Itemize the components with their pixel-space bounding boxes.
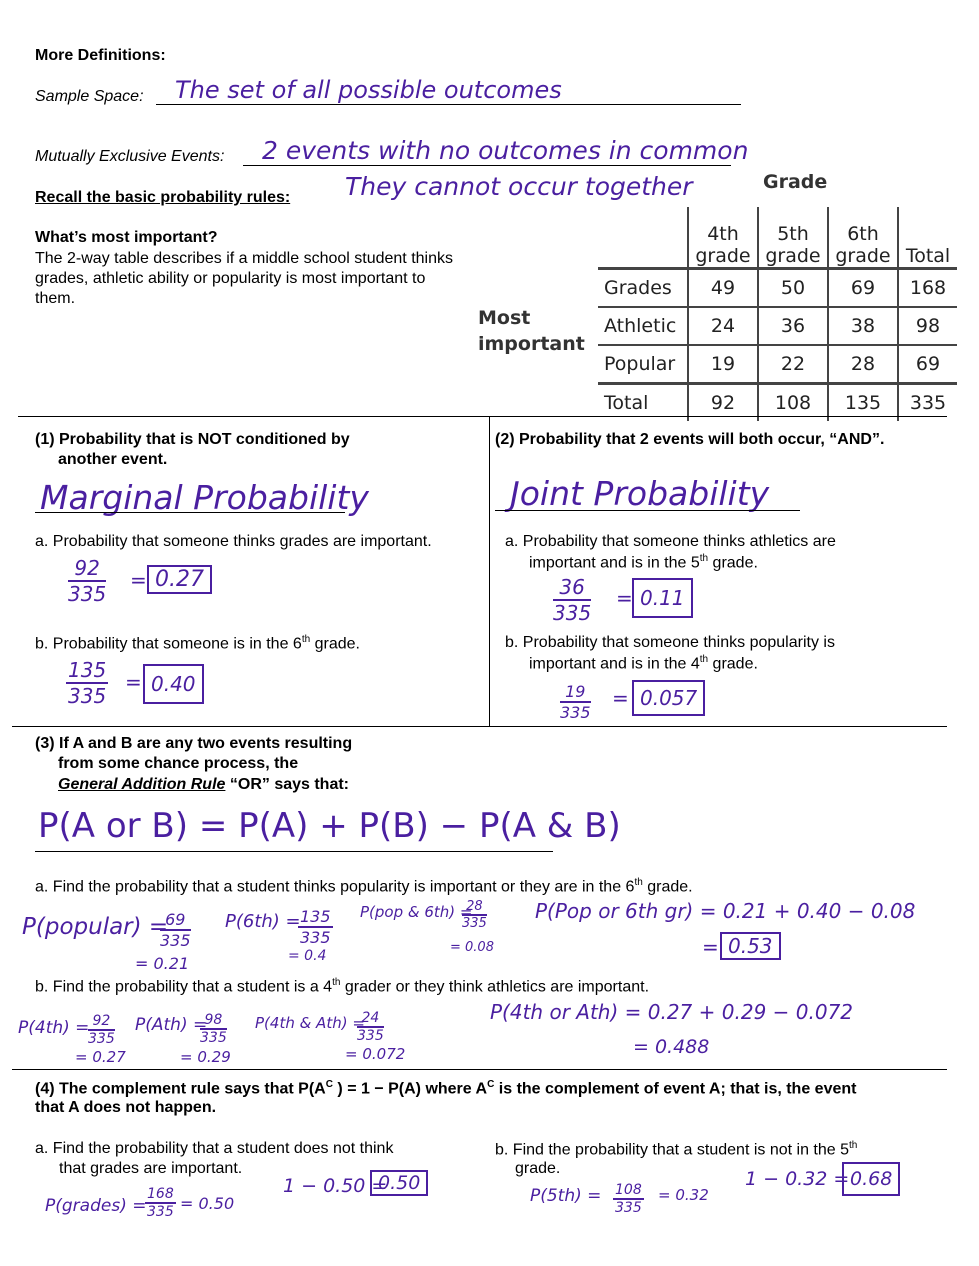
mutually-exclusive-blank [243, 165, 731, 166]
section3-qa-w2-fraction [298, 907, 333, 947]
table-cell: 24 [688, 307, 758, 345]
section3-qb: b. Find the probability that a student is a 4th grader or they think athletics are important. [35, 977, 650, 996]
fraction-denominator: 335 [160, 931, 191, 950]
fraction-denominator: 335 [147, 1204, 174, 1220]
section4-qb-w-fraction [613, 1182, 644, 1216]
general-addition-rule: General Addition Rule [58, 776, 226, 793]
section2-qa-equals: = [616, 586, 633, 610]
section4-qa-answer: 0.50 [370, 1170, 428, 1196]
section3-qa-w1-result: = 0.21 [135, 954, 190, 973]
fraction-denominator: 335 [68, 582, 107, 606]
fraction-denominator: 335 [560, 703, 591, 722]
section4-title-1: (4) The complement rule says that $P(A^C$ ) = 1 − P(A) where $A^C$ is the complement of event A; that is, the event [35, 1079, 857, 1098]
table-cell: 135 [828, 384, 898, 422]
table-col-header: Total [905, 245, 951, 267]
section2-qb-answer: 0.057 [632, 680, 705, 716]
fraction-numerator: 135 [68, 658, 107, 682]
section4-qa-1: a. Find the probability that a student does not think [35, 1140, 394, 1157]
section2-qb-1: b. Probability that someone thinks popularity is [505, 634, 835, 651]
table-row-label: Total [598, 384, 688, 422]
mutually-exclusive-answer-2: They cannot occur together [345, 172, 693, 201]
fraction-denominator: 335 [357, 1028, 384, 1044]
section3-formula: P(A or B) = P(A) + P(B) − P(A & B) [38, 806, 621, 846]
section3-qb-w3-fraction [357, 1010, 384, 1044]
section3-qa-w3-fraction [462, 899, 487, 931]
section3-qa-w1-fraction [160, 910, 191, 950]
section1-answer: Marginal Probability [40, 478, 369, 517]
section4-qa-w-result: = 0.50 [180, 1194, 235, 1213]
fraction-denominator: 335 [615, 1200, 642, 1216]
section2-title: (2) Probability that 2 events will both occur, “AND”. [495, 431, 885, 448]
section2-blank [495, 510, 800, 511]
section3-qb-w2-result: = 0.29 [180, 1048, 231, 1066]
table-header-row [598, 207, 957, 269]
table-cell: 69 [828, 269, 898, 308]
table-row-label: Grades [598, 269, 688, 308]
table-row-label: Popular [598, 345, 688, 384]
section3-qb-w2-label: P(Ath) = [135, 1015, 208, 1035]
fraction-denominator: 335 [88, 1031, 115, 1047]
section3-qa: a. Find the probability that a student thinks popularity is important or they are in the 6th grade. [35, 877, 693, 896]
section3-qa-w1-label: P(popular) = [22, 914, 169, 940]
table-row-axis-line1: Most [478, 307, 531, 329]
table-row-axis-label [478, 305, 585, 357]
mutually-exclusive-answer-1: 2 events with no outcomes in common [262, 136, 749, 165]
divider-middle [12, 726, 947, 727]
section3-qa-w3-label: P(pop & 6th) = [360, 903, 473, 921]
section4-qb-answer: 0.68 [842, 1162, 900, 1196]
table-cell: 50 [758, 269, 828, 308]
fraction-denominator: 335 [200, 1030, 227, 1046]
table-cell: 98 [898, 307, 957, 345]
table-col-header: 5th grade [758, 207, 828, 269]
table-cell: 69 [898, 345, 957, 384]
section1-qb-equals: = [125, 670, 142, 694]
section4-qb-w-label: P(5th) = [530, 1186, 602, 1206]
table-row [598, 269, 957, 308]
section2-qb-equals: = [612, 686, 629, 710]
fraction-numerator: 69 [160, 910, 191, 931]
section2-qa-2: important and is in the 5th grade. [529, 553, 758, 572]
page-heading: More Definitions: [35, 47, 166, 64]
section3-blank [35, 851, 553, 852]
table-header-empty [598, 207, 688, 269]
important-title: What’s most important? [35, 229, 218, 246]
section2-qa-fraction [553, 575, 591, 625]
table-row [598, 307, 957, 345]
fraction-numerator: 92 [88, 1013, 115, 1031]
section3-qb-w1-label: P(4th) = [18, 1018, 90, 1038]
table-cell: 108 [758, 384, 828, 422]
section2-qa-answer: 0.11 [632, 578, 693, 618]
section1-qa-fraction [68, 556, 106, 606]
fraction-numerator: 98 [200, 1012, 227, 1030]
section4-qb-2: grade. [515, 1160, 561, 1177]
fraction-numerator: 24 [357, 1010, 384, 1028]
section4-qa-2: that grades are important. [59, 1160, 243, 1177]
table-row-label: Athletic [598, 307, 688, 345]
section4-qb-w-result: = 0.32 [658, 1186, 709, 1204]
fraction-numerator: 168 [147, 1186, 174, 1202]
section3-qa-w3-result: = 0.08 [450, 940, 494, 955]
section3-title-2: from some chance process, the [58, 755, 299, 772]
section4-qa-calc: 1 − 0.50 = [283, 1175, 388, 1197]
table-row-axis-line2: important [478, 333, 585, 355]
section3-qa-w2-label: P(6th) = [225, 911, 301, 932]
section3-title-1: (3) If A and B are any two events resulting [35, 735, 353, 752]
section4-qa-w-fraction [145, 1186, 176, 1220]
section4-qb-1: b. Find the probability that a student is not in the 5th [495, 1140, 858, 1159]
table-grade-label: Grade [763, 171, 828, 193]
section3-title-3: General Addition Rule “OR” says that: [58, 776, 350, 793]
section3-qb-w4-result: = 0.488 [633, 1036, 710, 1058]
section3-qa-w4: P(Pop or 6th gr) = 0.21 + 0.40 − 0.08 [535, 899, 916, 923]
table-cell: 335 [898, 384, 957, 422]
section3-qb-w2-fraction [200, 1012, 227, 1046]
fraction-numerator: 108 [615, 1182, 642, 1198]
fraction-denominator: 335 [300, 928, 331, 947]
section1-qa: a. Probability that someone thinks grades are important. [35, 533, 432, 550]
section1-qb-answer: 0.40 [143, 664, 204, 704]
fraction-numerator: 19 [560, 682, 591, 703]
fraction-numerator: 135 [300, 907, 331, 926]
sample-space-label: Sample Space: [35, 88, 144, 105]
fraction-numerator: 92 [68, 556, 106, 582]
section3-qb-w1-fraction [88, 1013, 115, 1047]
fraction-numerator: 36 [553, 575, 591, 601]
table-cell: 49 [688, 269, 758, 308]
divider-top [18, 416, 947, 417]
table-cell: 19 [688, 345, 758, 384]
table-cell: 38 [828, 307, 898, 345]
section4-qa-w-label: P(grades) = [45, 1196, 147, 1216]
section1-qb-fraction [66, 658, 108, 708]
fraction-denominator: 335 [68, 684, 107, 708]
section1-title-1: (1) Probability that is NOT conditioned by [35, 431, 350, 448]
table-col-header: 4th grade [688, 207, 758, 269]
mutually-exclusive-label: Mutually Exclusive Events: [35, 148, 225, 165]
sample-space-answer: The set of all possible outcomes [175, 76, 562, 104]
section3-qa-w2-result: = 0.4 [288, 948, 327, 964]
divider-vertical [489, 416, 490, 726]
section3-qb-w4: P(4th or Ath) = 0.27 + 0.29 − 0.072 [490, 1000, 854, 1024]
table-row [598, 345, 957, 384]
section4-qb-calc: 1 − 0.32 = [745, 1168, 850, 1190]
fraction-numerator: 28 [462, 899, 487, 916]
table-cell: 22 [758, 345, 828, 384]
section4-title-2: that A does not happen. [35, 1099, 217, 1116]
recall-heading: Recall the basic probability rules: [35, 189, 291, 206]
table-col-header: 6th grade [828, 207, 898, 269]
fraction-denominator: 335 [553, 601, 592, 625]
fraction-denominator: 335 [462, 916, 487, 931]
section3-qb-w3-result: = 0.072 [345, 1045, 406, 1063]
section2-answer: Joint Probability [510, 474, 770, 513]
table-cell: 92 [688, 384, 758, 422]
sample-space-blank [156, 104, 741, 105]
section1-qa-answer: 0.27 [147, 565, 212, 594]
section2-qb-fraction [560, 682, 591, 722]
section1-qa-equals: = [130, 568, 147, 592]
important-description: The 2-way table describes if a middle school student thinks grades, athletic ability or popularity is most important to them. [35, 250, 453, 307]
table-cell: 168 [898, 269, 957, 308]
section3-qa-answer: 0.53 [720, 932, 781, 960]
section2-qa-1: a. Probability that someone thinks athletics are [505, 533, 836, 550]
table-cell: 28 [828, 345, 898, 384]
section1-title-2: another event. [58, 451, 168, 468]
section2-qb-2: important and is in the 4th grade. [529, 654, 758, 673]
two-way-table [598, 207, 957, 421]
divider-bottom [12, 1069, 947, 1070]
section1-qb: b. Probability that someone is in the 6th grade. [35, 634, 360, 653]
section3-qb-w1-result: = 0.27 [75, 1048, 126, 1066]
section3-qb-w3-label: P(4th & Ath) = [255, 1014, 365, 1032]
table-cell: 36 [758, 307, 828, 345]
section1-blank [35, 512, 345, 513]
section3-qa-w4-equals: = [702, 935, 719, 959]
